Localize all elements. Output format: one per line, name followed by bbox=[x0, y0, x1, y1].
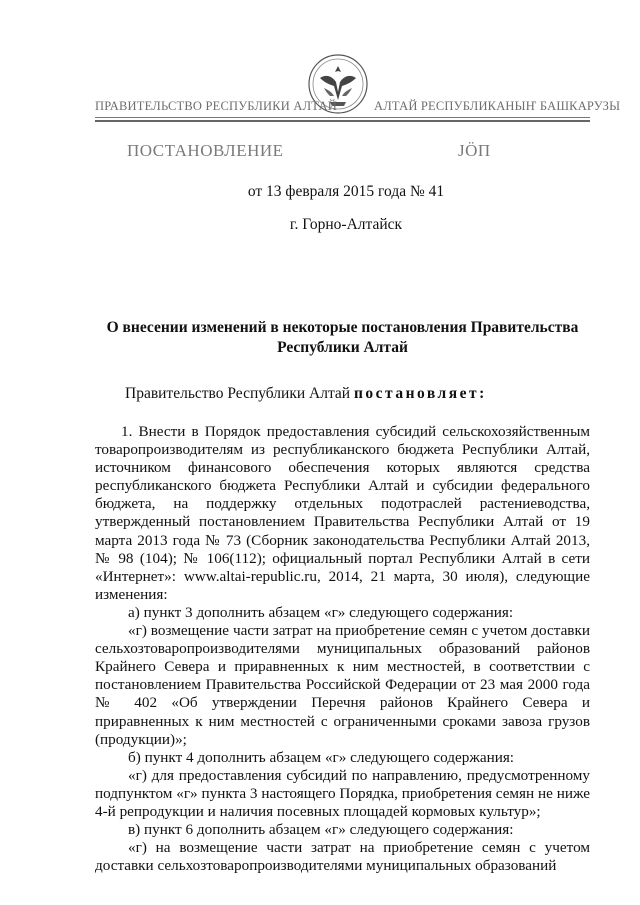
header-org-name-ru: ПРАВИТЕЛЬСТВО РЕСПУБЛИКИ АЛТАЙ bbox=[95, 99, 337, 113]
paragraph-7: «г) на возмещение части затрат на приобретение семян с учетом доставки сельхозтоваропроизводителями муниципальных образований bbox=[95, 839, 590, 875]
paragraph-1: 1. Внести в Порядок предоставления субсидий сельскохозяйственным товаропроизводителям из республиканского бюджета Республики Алтай, источником финансового обеспечения которых являются средства республиканского бюджета Республики Алтай и субсидии федерального бюджета, на поддержку отдельных подотраслей растениеводства, утвержденный постановлением Правительства Республики Алтай от 19 марта 2013 года № 73 (Сборник законодательства Республики Алтай 2013, № 98 (104); № 106(112); официальный портал Республики Алтай в сети «Интернет»: www.altai-republic.ru, 2014, 21 марта, 30 июля), следующие изменения: bbox=[95, 423, 590, 603]
header-org-name-alt: АЛТАЙ РЕСПУБЛИКАНЫҤ БАШКАРУЗЫ bbox=[374, 99, 621, 113]
doc-type-ru: ПОСТАНОВЛЕНИЕ bbox=[127, 141, 284, 160]
preamble bbox=[125, 385, 487, 403]
preamble-subject: Правительство Республики Алтай bbox=[125, 385, 351, 402]
paragraph-2: а) пункт 3 дополнить абзацем «г» следующего содержания: bbox=[128, 603, 514, 621]
header-divider-thick bbox=[95, 120, 590, 122]
document-body bbox=[95, 423, 590, 875]
paragraph-4: б) пункт 4 дополнить абзацем «г» следующего содержания: bbox=[128, 748, 515, 766]
doc-type-alt: ЈӦП bbox=[458, 141, 491, 160]
paragraph-3: «г) возмещение части затрат на приобретение семян с учетом доставки сельхозтоваропроизводителями муниципальных образований районов Крайнего Севера и приравненных к ним местностей, в соответствии с постановлением Правительства Российской Федерации от 23 мая 2000 года № 402 «Об утверждении Перечня районов Крайнего Севера и приравненных к ним местностей с ограниченными сроками завоза грузов (продукции)»; bbox=[95, 622, 590, 748]
document-date-number: от 13 февраля 2015 года № 41 bbox=[247, 183, 445, 200]
document-city: г. Горно-Алтайск bbox=[289, 216, 403, 233]
paragraph-6: в) пункт 6 дополнить абзацем «г» следующего содержания: bbox=[128, 821, 514, 839]
preamble-verb: постановляет: bbox=[353, 385, 487, 402]
header-divider bbox=[95, 117, 590, 118]
title-line-2: Республики Алтай bbox=[277, 339, 408, 356]
paragraph-5: «г) для предоставления субсидий по направлению, предусмотренному подпунктом «г» пункта 3 настоящего Порядка, приобретения семян не ниже 4-й репродукции и наличия посевных площадей кормовых культур»; bbox=[95, 766, 590, 820]
document-title bbox=[95, 318, 590, 358]
title-line-1: О внесении изменений в некоторые постановления Правительства bbox=[106, 319, 579, 336]
